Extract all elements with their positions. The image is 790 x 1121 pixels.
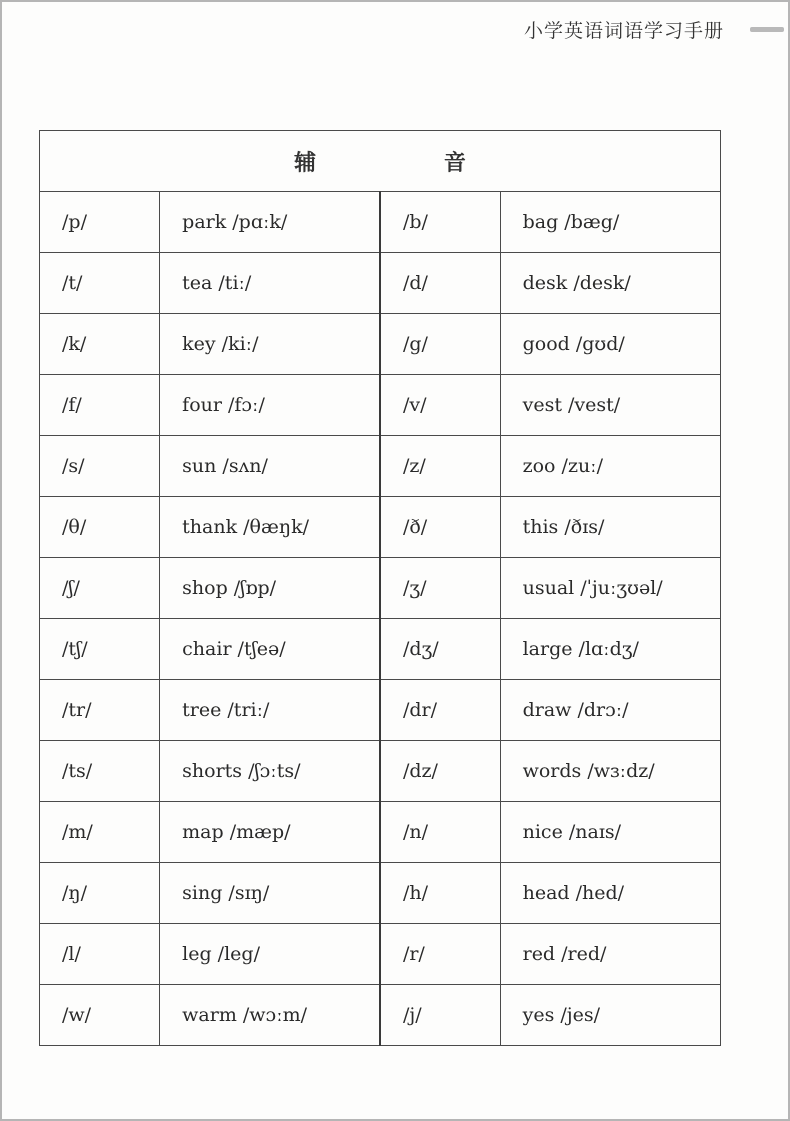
- example-word-right: bag /bæg/: [500, 192, 720, 253]
- table-body: [40, 192, 721, 1046]
- example-word-left: leg /leg/: [160, 924, 380, 985]
- phonetic-symbol-left: /tʃ/: [40, 619, 160, 680]
- consonant-table: [39, 130, 721, 1046]
- example-word-left: chair /tʃeə/: [160, 619, 380, 680]
- example-word-right: desk /desk/: [500, 253, 720, 314]
- example-word-left: four /fɔː/: [160, 375, 380, 436]
- phonetic-symbol-left: /l/: [40, 924, 160, 985]
- phonetic-symbol-right: /r/: [380, 924, 500, 985]
- phonetic-symbol-left: /t/: [40, 253, 160, 314]
- phonetic-symbol-right: /dr/: [380, 680, 500, 741]
- phonetic-symbol-left: /k/: [40, 314, 160, 375]
- table-row: [40, 802, 721, 863]
- phonetic-symbol-right: /g/: [380, 314, 500, 375]
- example-word-right: zoo /zuː/: [500, 436, 720, 497]
- example-word-left: key /kiː/: [160, 314, 380, 375]
- phonetic-symbol-left: /tr/: [40, 680, 160, 741]
- table-row: [40, 741, 721, 802]
- example-word-left: tea /tiː/: [160, 253, 380, 314]
- table-title-row: [40, 131, 721, 192]
- header-decor-bar: [750, 27, 784, 32]
- phonetic-symbol-right: /h/: [380, 863, 500, 924]
- table-row: [40, 497, 721, 558]
- example-word-right: this /ðɪs/: [500, 497, 720, 558]
- example-word-right: yes /jes/: [500, 985, 720, 1046]
- example-word-left: shop /ʃɒp/: [160, 558, 380, 619]
- example-word-right: words /wɜːdz/: [500, 741, 720, 802]
- table-row: [40, 863, 721, 924]
- table-row: [40, 375, 721, 436]
- phonetic-symbol-right: /b/: [380, 192, 500, 253]
- example-word-right: red /red/: [500, 924, 720, 985]
- phonetic-symbol-right: /j/: [380, 985, 500, 1046]
- phonetic-symbol-left: /w/: [40, 985, 160, 1046]
- phonetic-symbol-left: /θ/: [40, 497, 160, 558]
- example-word-left: thank /θæŋk/: [160, 497, 380, 558]
- table-row: [40, 253, 721, 314]
- phonetic-symbol-right: /z/: [380, 436, 500, 497]
- phonetic-symbol-right: /ð/: [380, 497, 500, 558]
- table-row: [40, 924, 721, 985]
- table-row: [40, 985, 721, 1046]
- phonetic-symbol-left: /f/: [40, 375, 160, 436]
- example-word-right: large /lɑːdʒ/: [500, 619, 720, 680]
- table-row: [40, 192, 721, 253]
- example-word-right: usual /ˈjuːʒʊəl/: [500, 558, 720, 619]
- table-row: [40, 314, 721, 375]
- example-word-left: park /pɑːk/: [160, 192, 380, 253]
- example-word-left: shorts /ʃɔːts/: [160, 741, 380, 802]
- example-word-right: draw /drɔː/: [500, 680, 720, 741]
- example-word-right: head /hed/: [500, 863, 720, 924]
- table-row: [40, 680, 721, 741]
- phonetic-symbol-right: /n/: [380, 802, 500, 863]
- phonetic-symbol-right: /d/: [380, 253, 500, 314]
- table-title: 辅 音: [40, 131, 721, 192]
- example-word-left: map /mæp/: [160, 802, 380, 863]
- example-word-left: tree /triː/: [160, 680, 380, 741]
- phonetic-symbol-right: /v/: [380, 375, 500, 436]
- table-row: [40, 436, 721, 497]
- table-row: [40, 558, 721, 619]
- example-word-right: good /gʊd/: [500, 314, 720, 375]
- example-word-left: sing /sɪŋ/: [160, 863, 380, 924]
- phonetic-symbol-right: /ʒ/: [380, 558, 500, 619]
- phonetic-symbol-left: /m/: [40, 802, 160, 863]
- phonetic-symbol-left: /s/: [40, 436, 160, 497]
- example-word-left: sun /sʌn/: [160, 436, 380, 497]
- example-word-left: warm /wɔːm/: [160, 985, 380, 1046]
- phonetic-symbol-right: /dz/: [380, 741, 500, 802]
- book-title: 小学英语词语学习手册: [523, 20, 724, 42]
- phonetic-symbol-left: /ts/: [40, 741, 160, 802]
- phonetic-symbol-left: /ʃ/: [40, 558, 160, 619]
- phonetic-symbol-left: /p/: [40, 192, 160, 253]
- phonetic-symbol-left: /ŋ/: [40, 863, 160, 924]
- phonetic-symbol-right: /dʒ/: [380, 619, 500, 680]
- example-word-right: nice /naɪs/: [500, 802, 720, 863]
- example-word-right: vest /vest/: [500, 375, 720, 436]
- table-row: [40, 619, 721, 680]
